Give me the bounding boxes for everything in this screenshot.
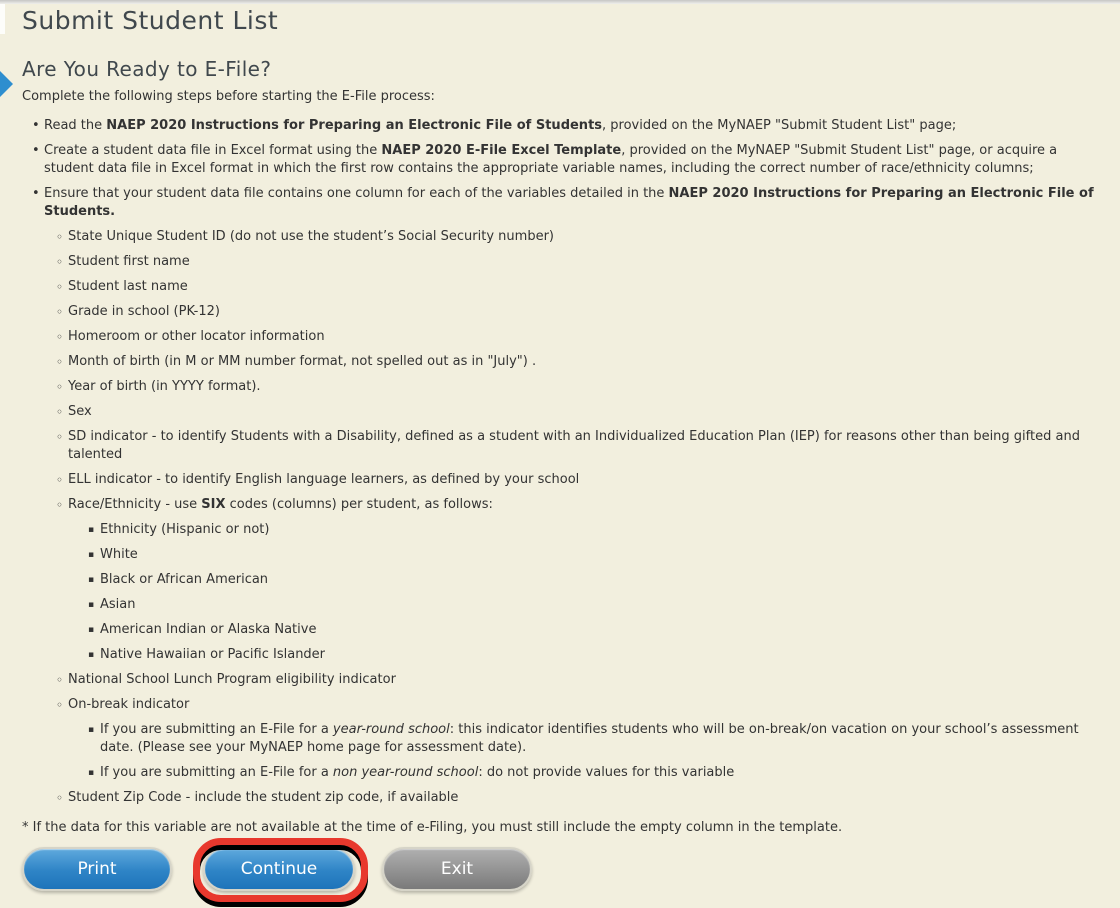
list-item <box>0 378 1116 396</box>
list-item <box>0 764 1116 782</box>
bullet-icon: ▪ <box>88 600 95 610</box>
instructions-content <box>0 88 1116 837</box>
list-item-text: Month of birth (in M or MM number format, not spelled out as in "July") . <box>68 354 537 369</box>
list-item <box>0 521 1116 539</box>
list-item <box>0 328 1116 346</box>
list-item-text: Student Zip Code - include the student zip code, if available <box>68 790 459 805</box>
bullet-icon: ▪ <box>88 525 95 535</box>
list-item-text: White <box>100 547 138 562</box>
top-chrome-strip <box>0 0 1120 4</box>
bullet-icon: ◦ <box>56 498 64 512</box>
list-item-text: Ethnicity (Hispanic or not) <box>100 522 270 537</box>
list-item-text: Native Hawaiian or Pacific Islander <box>100 647 326 662</box>
list-item-text: Grade in school (PK-12) <box>68 304 220 319</box>
bullet-icon: ◦ <box>56 791 64 805</box>
bullet-icon: ◦ <box>56 473 64 487</box>
list-item <box>0 253 1116 271</box>
list-item-text: If you are submitting an E-File for a non year-round school: do not provide values for this variable <box>100 765 735 780</box>
list-item <box>0 117 1116 135</box>
list-item <box>0 696 1116 714</box>
bullet-icon: • <box>32 186 40 201</box>
list-item-text: Sex <box>68 404 92 419</box>
bullet-icon: ▪ <box>88 575 95 585</box>
bullet-icon: ▪ <box>88 650 95 660</box>
list-item-text: Ensure that your student data file contains one column for each of the variables detailed in the NAEP 2020 Instructions for Preparing an Electronic File of Students. <box>44 186 1094 219</box>
bullet-icon: ▪ <box>88 625 95 635</box>
list-item-text: Race/Ethnicity - use SIX codes (columns) per student, as follows: <box>68 497 493 512</box>
list-item-text: ELL indicator - to identify English language learners, as defined by your school <box>68 472 580 487</box>
list-item <box>0 546 1116 564</box>
bullet-icon: ▪ <box>88 725 95 735</box>
list-item-text: Homeroom or other locator information <box>68 329 325 344</box>
list-item-text: If you are submitting an E-File for a year-round school: this indicator identifies students who will be on-break/on vacation on your school’s assessment date. (Please see your MyNAEP home page for assessment date). <box>100 722 1079 755</box>
list-item <box>0 353 1116 371</box>
continue-button[interactable]: Continue <box>203 847 355 891</box>
list-item <box>0 403 1116 421</box>
bullet-icon: • <box>32 118 40 133</box>
bullet-icon: ▪ <box>88 768 95 778</box>
list-item <box>0 596 1116 614</box>
bullet-icon: ◦ <box>56 380 64 394</box>
list-item <box>0 621 1116 639</box>
list-item <box>0 721 1116 757</box>
bullet-icon: ◦ <box>56 230 64 244</box>
list-item-text: On-break indicator <box>68 697 190 712</box>
bullet-icon: • <box>32 143 40 158</box>
list-item-text: Student first name <box>68 254 190 269</box>
list-item <box>0 671 1116 689</box>
bullet-icon: ◦ <box>56 330 64 344</box>
list-item <box>0 571 1116 589</box>
list-item <box>0 142 1116 178</box>
list-item <box>0 278 1116 296</box>
list-item-text: Create a student data file in Excel format using the NAEP 2020 E-File Excel Template, provided on the MyNAEP "Submit Student List" page, or acquire a student data file in Excel format in which the first row contains the appropriate variable names, including the correct number of race/ethnicity columns; <box>44 143 1058 176</box>
list-item <box>0 789 1116 807</box>
list-item-text: American Indian or Alaska Native <box>100 622 317 637</box>
list-item <box>0 496 1116 514</box>
bullet-icon: ◦ <box>56 673 64 687</box>
exit-button[interactable]: Exit <box>382 847 532 891</box>
list-item <box>0 185 1116 221</box>
bullet-icon: ◦ <box>56 280 64 294</box>
list-item-text: Black or African American <box>100 572 269 587</box>
list-item-text: Read the NAEP 2020 Instructions for Preparing an Electronic File of Students, provided on the MyNAEP "Submit Student List" page; <box>44 118 957 133</box>
instructions-list <box>0 117 1116 807</box>
list-item <box>0 471 1116 489</box>
bullet-icon: ◦ <box>56 305 64 319</box>
page-title: Submit Student List <box>22 6 279 35</box>
list-item <box>0 646 1116 664</box>
intro-text: Complete the following steps before starting the E-File process: <box>22 89 435 104</box>
bullet-icon: ▪ <box>88 550 95 560</box>
bullet-icon: ◦ <box>56 355 64 369</box>
bullet-icon: ◦ <box>56 255 64 269</box>
scroll-gutter <box>0 4 5 34</box>
bullet-icon: ◦ <box>56 405 64 419</box>
list-item-text: Asian <box>100 597 136 612</box>
list-item-text: Student last name <box>68 279 188 294</box>
list-item-text: State Unique Student ID (do not use the student’s Social Security number) <box>68 229 554 244</box>
list-item <box>0 228 1116 246</box>
print-button[interactable]: Print <box>22 847 172 891</box>
list-item-text: Year of birth (in YYYY format). <box>68 379 261 394</box>
list-item <box>0 428 1116 464</box>
list-item-text: SD indicator - to identify Students with a Disability, defined as a student with an Individualized Education Plan (IEP) for reasons other than being gifted and talented <box>68 429 1080 462</box>
list-item-text: National School Lunch Program eligibility indicator <box>68 672 396 687</box>
footnote: * If the data for this variable are not available at the time of e-Filing, you must still include the empty column in the template. <box>22 820 843 835</box>
bullet-icon: ◦ <box>56 430 64 444</box>
list-item <box>0 303 1116 321</box>
section-heading: Are You Ready to E-File? <box>22 57 272 81</box>
bullet-icon: ◦ <box>56 698 64 712</box>
